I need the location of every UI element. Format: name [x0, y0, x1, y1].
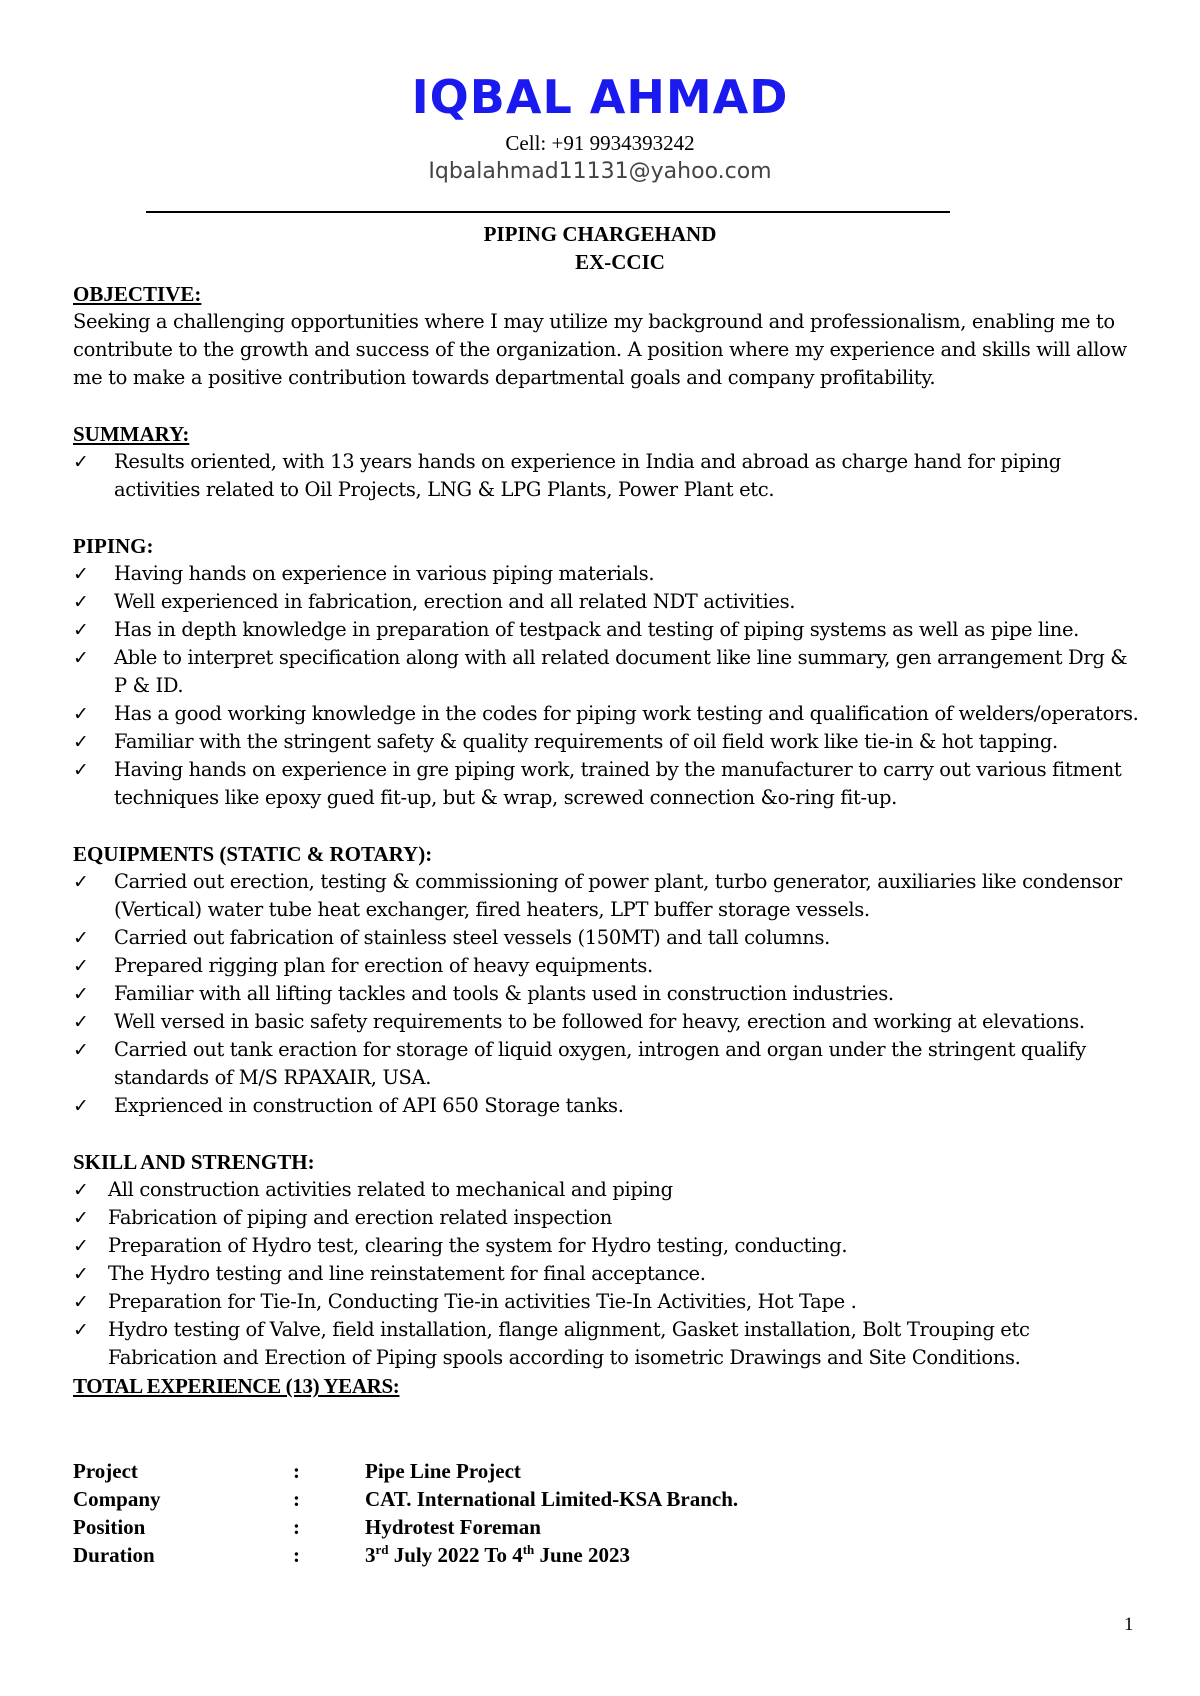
list-item-text: Carried out erection, testing & commissioning of power plant, turbo generator, auxiliaries like condensor (Vertical) water tube heat exchanger, fired heaters, LPT buffer storage vessels. [114, 870, 1122, 921]
list-item [73, 728, 1143, 756]
separator-colon: : [293, 1459, 300, 1483]
objective-text: Seeking a challenging opportunities where I may utilize my background and professionalism, enabling me to contribute to the growth and success of the organization. A position where my experience and skills will allow me to make a positive contribution towards departmental goals and company profitability. [73, 310, 1127, 389]
page-number: 1 [1124, 1614, 1134, 1635]
project-value: Pipe Line Project [365, 1459, 521, 1483]
list-item [73, 560, 1143, 588]
equipments-list [73, 868, 1143, 1120]
list-item-text: Well versed in basic safety requirements to be followed for heavy, erection and working at elevations. [114, 1010, 1085, 1033]
list-item [73, 1316, 1143, 1344]
list-item [73, 980, 1143, 1008]
project-details [73, 1457, 973, 1569]
list-item-text: Fabrication of piping and erection related inspection [108, 1206, 612, 1229]
checkmark-icon: ✓ [73, 1039, 89, 1061]
position-row [73, 1513, 973, 1541]
list-item [73, 700, 1143, 728]
checkmark-icon: ✓ [73, 1291, 89, 1313]
candidate-name: IQBAL AHMAD [411, 70, 789, 124]
duration-row [73, 1541, 973, 1569]
list-item [73, 1288, 1143, 1316]
job-subtitle: EX-CCIC [575, 250, 665, 274]
list-item [73, 1232, 1143, 1260]
list-item [73, 448, 1143, 504]
piping-list [73, 560, 1143, 812]
checkmark-icon: ✓ [73, 451, 89, 473]
list-item-text: Familiar with the stringent safety & quality requirements of oil field work like tie-in & hot tapping. [114, 730, 1058, 753]
list-item-text: Having hands on experience in gre piping work, trained by the manufacturer to carry out various fitment techniques like epoxy gued fit-up, but & wrap, screwed connection &o-ring fit-up. [114, 758, 1122, 809]
checkmark-icon: ✓ [73, 927, 89, 949]
list-item [73, 1204, 1143, 1232]
skills-extra-line: Fabrication and Erection of Piping spools according to isometric Drawings and Site Conditions. [108, 1346, 1021, 1369]
list-item-text: Prepared rigging plan for erection of heavy equipments. [114, 954, 653, 977]
skills-heading: SKILL AND STRENGTH: [73, 1150, 315, 1174]
company-row [73, 1485, 973, 1513]
equipments-heading: EQUIPMENTS (STATIC & ROTARY): [73, 842, 433, 866]
position-label: Position [73, 1515, 146, 1539]
checkmark-icon: ✓ [73, 1095, 89, 1117]
list-item [73, 952, 1143, 980]
separator-colon: : [293, 1543, 300, 1567]
checkmark-icon: ✓ [73, 983, 89, 1005]
list-item [73, 1036, 1143, 1092]
list-item-text: Carried out fabrication of stainless steel vessels (150MT) and tall columns. [114, 926, 831, 949]
checkmark-icon: ✓ [73, 703, 89, 725]
checkmark-icon: ✓ [73, 1235, 89, 1257]
checkmark-icon: ✓ [73, 731, 89, 753]
checkmark-icon: ✓ [73, 563, 89, 585]
piping-heading: PIPING: [73, 534, 154, 558]
total-experience-heading: TOTAL EXPERIENCE (13) YEARS: [73, 1374, 400, 1398]
list-item-text: Having hands on experience in various piping materials. [114, 562, 655, 585]
list-item [73, 616, 1143, 644]
project-label: Project [73, 1459, 138, 1483]
email-address: Iqbalahmad11131@yahoo.com [428, 159, 772, 184]
list-item-text: Carried out tank eraction for storage of liquid oxygen, introgen and organ under the stringent qualify standards of M/S RPAXAIR, USA. [114, 1038, 1086, 1089]
skills-list [73, 1176, 1143, 1344]
position-value: Hydrotest Foreman [365, 1515, 541, 1539]
job-title: PIPING CHARGEHAND [483, 222, 717, 246]
resume-body [73, 280, 1143, 1400]
separator-colon: : [293, 1515, 300, 1539]
checkmark-icon: ✓ [73, 871, 89, 893]
list-item-text: Results oriented, with 13 years hands on experience in India and abroad as charge hand for piping activities related to Oil Projects, LNG & LPG Plants, Power Plant etc. [114, 450, 1061, 501]
list-item-text: Exprienced in construction of API 650 Storage tanks. [114, 1094, 624, 1117]
duration-value: 3rd July 2022 To 4th June 2023 [365, 1542, 630, 1567]
list-item-text: Has a good working knowledge in the codes for piping work testing and qualification of welders/operators. [114, 702, 1139, 725]
list-item [73, 588, 1143, 616]
list-item-text: Preparation for Tie-In, Conducting Tie-in activities Tie-In Activities, Hot Tape . [108, 1290, 857, 1313]
header-divider [146, 211, 950, 213]
list-item [73, 1260, 1143, 1288]
list-item [73, 756, 1143, 812]
checkmark-icon: ✓ [73, 619, 89, 641]
list-item [73, 924, 1143, 952]
project-row [73, 1457, 973, 1485]
separator-colon: : [293, 1487, 300, 1511]
phone-number: Cell: +91 9934393242 [505, 131, 695, 155]
list-item [73, 1008, 1143, 1036]
checkmark-icon: ✓ [73, 955, 89, 977]
list-item-text: Able to interpret specification along with all related document like line summary, gen arrangement Drg & P & ID. [114, 646, 1128, 697]
checkmark-icon: ✓ [73, 647, 89, 669]
list-item-text: Hydro testing of Valve, field installation, flange alignment, Gasket installation, Bolt Trouping etc [108, 1318, 1030, 1341]
objective-heading: OBJECTIVE: [73, 282, 202, 306]
list-item-text: Preparation of Hydro test, clearing the system for Hydro testing, conducting. [108, 1234, 848, 1257]
summary-list [73, 448, 1143, 504]
list-item [73, 868, 1143, 924]
list-item [73, 1176, 1143, 1204]
list-item-text: Well experienced in fabrication, erection and all related NDT activities. [114, 590, 796, 613]
checkmark-icon: ✓ [73, 1207, 89, 1229]
duration-label: Duration [73, 1543, 155, 1567]
summary-heading: SUMMARY: [73, 422, 190, 446]
checkmark-icon: ✓ [73, 1263, 89, 1285]
list-item [73, 1092, 1143, 1120]
company-value: CAT. International Limited-KSA Branch. [365, 1487, 739, 1511]
checkmark-icon: ✓ [73, 1179, 89, 1201]
list-item [73, 644, 1143, 700]
company-label: Company [73, 1487, 161, 1511]
list-item-text: The Hydro testing and line reinstatement for final acceptance. [108, 1262, 706, 1285]
checkmark-icon: ✓ [73, 591, 89, 613]
list-item-text: Has in depth knowledge in preparation of testpack and testing of piping systems as well as pipe line. [114, 618, 1080, 641]
list-item-text: All construction activities related to mechanical and piping [108, 1178, 673, 1201]
checkmark-icon: ✓ [73, 1011, 89, 1033]
checkmark-icon: ✓ [73, 759, 89, 781]
checkmark-icon: ✓ [73, 1319, 89, 1341]
list-item-text: Familiar with all lifting tackles and tools & plants used in construction industries. [114, 982, 894, 1005]
